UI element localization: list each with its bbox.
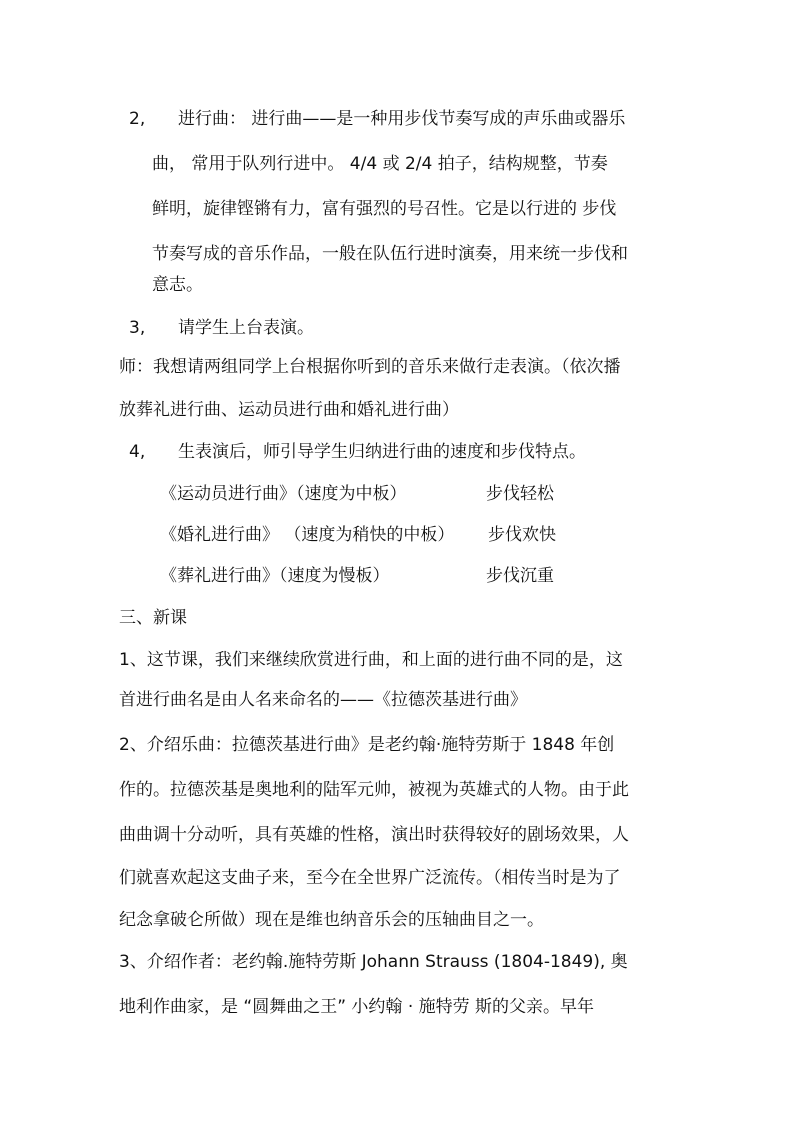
item-number: 4,	[129, 442, 146, 462]
march-title: 《运动员进行曲》（速度为中板）	[160, 484, 407, 504]
item2-line-5: 意志。	[152, 275, 203, 295]
item-number: 2,	[129, 109, 146, 129]
para3-line-2: 地利作曲家，是 “圆舞曲之王” 小约翰 · 施特劳 斯的父亲。早年	[119, 997, 595, 1017]
item3-line: 请学生上台表演。	[178, 318, 314, 338]
item2-line-3: 鲜明，旋律铿锵有力，富有强烈的号召性。它是以行进的 步伐	[152, 199, 617, 219]
para1-line-2: 首进行曲名是由人名来命名的——《拉德茨基进行曲》	[119, 690, 527, 710]
para2-line-3: 曲曲调十分动听，具有英雄的性格，演出时获得较好的剧场效果，人	[119, 825, 629, 845]
section-heading: 三、新课	[119, 608, 187, 628]
para3-line-1: 3、介绍作者：老约翰.施特劳斯 Johann Strauss (1804-1849), 奥	[119, 952, 628, 972]
item-number: 3,	[129, 318, 146, 338]
para2-line-5: 纪念拿破仑所做）现在是维也纳音乐会的压轴曲目之一。	[119, 910, 544, 930]
item4-line: 生表演后，师引导学生归纳进行曲的速度和步伐特点。	[178, 442, 586, 462]
march-feature: 步伐轻松	[486, 484, 554, 504]
para1-line-1: 1、这节课，我们来继续欣赏进行曲，和上面的进行曲不同的是，这	[119, 650, 623, 670]
item2-line-2: 曲， 常用于队列行进中。 4/4 或 2/4 拍子，结构规整，节奏	[152, 154, 608, 174]
march-title: 《葬礼进行曲》（速度为慢板）	[160, 566, 390, 586]
para2-line-4: 们就喜欢起这支曲子来，至今在全世界广泛流传。（相传当时是为了	[119, 868, 621, 888]
item2-line-1: 进行曲： 进行曲——是一种用步伐节奏写成的声乐曲或器乐	[178, 109, 626, 129]
para2-line-1: 2、介绍乐曲：拉德茨基进行曲》是老约翰·施特劳斯于 1848 年创	[119, 735, 615, 755]
march-feature: 步伐沉重	[486, 566, 554, 586]
march-feature: 步伐欢快	[488, 525, 556, 545]
teacher-line-2: 放葬礼进行曲、运动员进行曲和婚礼进行曲）	[119, 400, 459, 420]
para2-line-2: 作的。拉德茨基是奥地利的陆军元帅，被视为英雄式的人物。由于此	[119, 780, 629, 800]
teacher-line-1: 师：我想请两组同学上台根据你听到的音乐来做行走表演。（依次播	[119, 357, 621, 377]
march-title: 《婚礼进行曲》 （速度为稍快的中板）	[160, 525, 455, 545]
item2-line-4: 节奏写成的音乐作品，一般在队伍行进时演奏，用来统一步伐和	[152, 244, 628, 264]
